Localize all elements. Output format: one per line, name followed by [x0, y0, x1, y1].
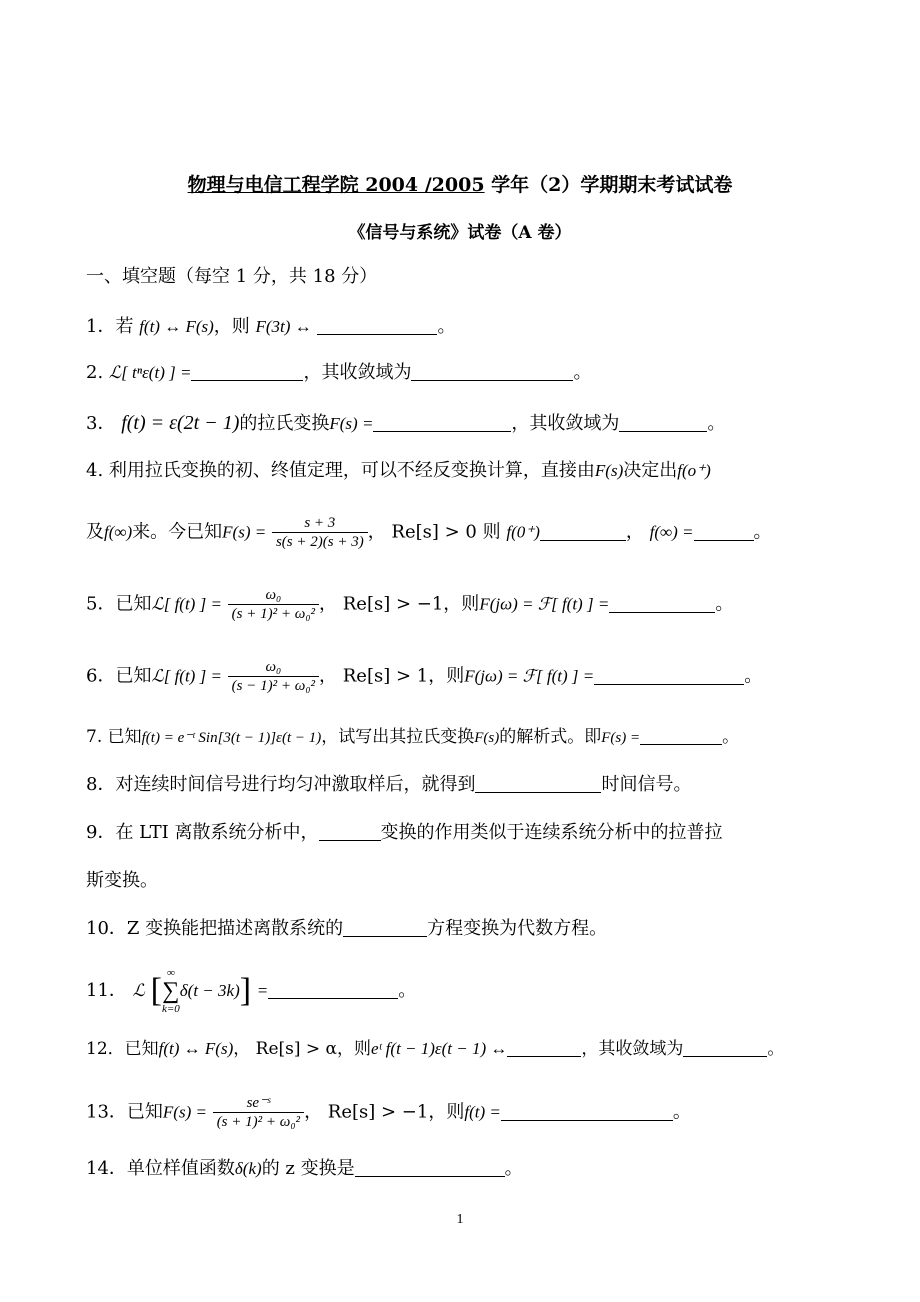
q4-text1: 4. 利用拉氏变换的初、终值定理，可以不经反变换计算，直接由 — [86, 460, 595, 481]
q8-end: 时间信号。 — [601, 774, 692, 795]
question-12 — [86, 1036, 784, 1062]
q5-fraction — [228, 586, 319, 623]
section-heading: 一、填空题（每空 1 分，共 18 分） — [86, 266, 378, 287]
q3-mid: ，其收敛域为 — [511, 413, 620, 434]
q14-end: 。 — [504, 1158, 523, 1179]
q2-roc-blank[interactable] — [411, 362, 573, 381]
question-14 — [86, 1156, 523, 1182]
q6-number: 6．已知 — [86, 665, 152, 687]
q12-cond: ， Re[s] > α，则 — [233, 1039, 372, 1059]
q6-expr: ℒ[ f(t) ] = — [151, 666, 222, 686]
q2-number: 2. — [86, 362, 104, 383]
q4-initial-blank[interactable] — [540, 522, 626, 541]
q6-numerator: ω₀ — [228, 658, 319, 677]
q4-fs: F(s) — [594, 461, 624, 480]
q10-end: 方程变换为代数方程。 — [427, 918, 608, 939]
q13-cond: ， Re[s] > −1，则 — [304, 1101, 465, 1123]
q3-fs: F(s) = — [329, 414, 374, 433]
q4-final-blank[interactable] — [694, 522, 754, 541]
q12-answer-blank[interactable] — [507, 1038, 581, 1057]
q4-end: 。 — [753, 521, 772, 543]
question-11 — [86, 966, 416, 1016]
q6-cond: ， Re[s] > 1，则 — [319, 665, 465, 687]
q14-answer-blank[interactable] — [355, 1158, 505, 1177]
q5-expr2: F(jω) = ℱ[ f(t) ] = — [479, 594, 610, 614]
q12-expr: f(t) ↔ F(s) — [158, 1039, 234, 1058]
question-9-line2: 斯变换。 — [86, 870, 158, 891]
exam-title — [0, 170, 920, 197]
q7-fs: F(s) — [474, 730, 500, 746]
question-3 — [86, 410, 725, 437]
q5-denominator: (s + 1)² + ω₀² — [231, 606, 316, 622]
q14-expr: δ(k) — [234, 1159, 262, 1178]
q11-number: 11． — [86, 980, 127, 1001]
q9-answer-blank[interactable] — [319, 822, 381, 841]
q7-text2: 的解析式。即 — [499, 727, 602, 747]
q6-end: 。 — [744, 665, 763, 687]
q8-text: 8．对连续时间信号进行均匀冲激取样后，就得到 — [86, 774, 476, 795]
q2-mid: ，其收敛域为 — [303, 362, 412, 383]
question-10 — [86, 916, 607, 942]
q13-expr: f(t) = — [464, 1102, 501, 1122]
q12-end: 。 — [767, 1039, 785, 1059]
question-5 — [86, 586, 733, 623]
q13-answer-blank[interactable] — [501, 1102, 673, 1121]
q5-expr: ℒ[ f(t) ] = — [151, 594, 222, 614]
q6-answer-blank[interactable] — [594, 666, 744, 685]
q13-numerator: se⁻ˢ — [213, 1094, 304, 1113]
q2-expr: ℒ[ tⁿε(t) ] = — [108, 363, 192, 382]
question-2 — [86, 360, 591, 386]
q12-mid: ，其收敛域为 — [581, 1039, 684, 1059]
q4-expr: f(o⁺) — [677, 461, 711, 480]
q11-expr: δ(t − 3k) — [179, 981, 240, 1000]
q3-expr: f(t) = ε(2t − 1) — [121, 412, 240, 434]
title-rest: 学年（2）学期期末考试试卷 — [484, 174, 733, 196]
q5-numerator: ω₀ — [228, 586, 319, 605]
question-7 — [86, 724, 739, 751]
q5-cond: ， Re[s] > −1，则 — [319, 593, 480, 615]
exam-subtitle: 《信号与系统》试卷（A 卷） — [348, 223, 572, 243]
question-9-line1 — [86, 820, 723, 846]
question-4-line2 — [86, 514, 772, 551]
q11-right-bracket: ] — [239, 972, 252, 1009]
q1-number: 1．若 — [86, 316, 134, 337]
q3-text: 的拉氏变换 — [239, 413, 330, 434]
q7-end: 。 — [722, 727, 740, 747]
q6-expr2: F(jω) = ℱ[ f(t) ] = — [464, 666, 595, 686]
q4-finf2: f(∞) = — [649, 522, 694, 542]
q4-finf: f(∞) — [104, 522, 133, 542]
q11-eq: = — [256, 981, 269, 1000]
q14-text2: 的 z 变换是 — [261, 1158, 355, 1179]
q5-end: 。 — [715, 593, 734, 615]
q1-expr1: f(t) ↔ F(s) — [139, 317, 214, 336]
q4-f0: f(0⁺) — [506, 522, 540, 542]
question-1 — [86, 314, 455, 340]
q6-denominator: (s − 1)² + ω₀² — [231, 678, 316, 694]
question-8 — [86, 772, 691, 798]
q4-fs2: F(s) = — [222, 522, 267, 542]
q11-sum-bottom: k=0 — [161, 1003, 180, 1015]
q11-laplace: ℒ — [132, 981, 145, 1000]
question-13 — [86, 1094, 691, 1131]
q13-fraction — [213, 1094, 304, 1131]
q4-denominator: s(s + 2)(s + 3) — [275, 534, 364, 550]
question-4-line1 — [86, 458, 711, 484]
q4-text2a: 及 — [86, 521, 104, 543]
q1-answer-blank[interactable] — [317, 316, 437, 335]
q2-answer-blank[interactable] — [191, 362, 303, 381]
q7-expr: f(t) = e⁻ᵗ Sin[3(t − 1)]ε(t − 1) — [141, 730, 322, 746]
q3-number: 3． — [86, 413, 116, 434]
q9-text1: 9．在 LTI 离散系统分析中， — [86, 822, 319, 843]
q10-answer-blank[interactable] — [343, 918, 427, 937]
q12-roc-blank[interactable] — [683, 1038, 767, 1057]
q1-end: 。 — [437, 316, 456, 337]
title-underlined: 物理与电信工程学院 2004 /2005 — [187, 174, 485, 196]
q5-answer-blank[interactable] — [609, 594, 715, 613]
q3-end: 。 — [707, 413, 726, 434]
q8-answer-blank[interactable] — [475, 774, 601, 793]
q13-fs: F(s) = — [162, 1102, 207, 1122]
q11-sum-top: ∞ — [166, 967, 175, 979]
q6-fraction — [228, 658, 319, 695]
q3-roc-blank[interactable] — [619, 413, 707, 432]
q11-left-bracket: [ — [150, 972, 162, 1009]
q4-sep: ， — [625, 521, 644, 543]
q4-numerator: s + 3 — [272, 514, 368, 533]
page-number: 1 — [456, 1212, 464, 1227]
q14-text: 14．单位样值函数 — [86, 1158, 235, 1179]
question-6 — [86, 658, 762, 695]
q11-sum — [162, 967, 180, 1015]
q11-answer-blank[interactable] — [268, 980, 398, 999]
q12-number: 12．已知 — [86, 1039, 159, 1059]
q13-end: 。 — [672, 1101, 691, 1123]
q5-number: 5．已知 — [86, 593, 152, 615]
q4-cond: ， Re[s] > 0 则 — [367, 521, 501, 543]
q9-text2: 变换的作用类似于连续系统分析中的拉普拉 — [380, 822, 723, 843]
q3-answer-blank[interactable] — [373, 413, 511, 432]
q11-end: 。 — [398, 980, 417, 1001]
q13-denominator: (s + 1)² + ω₀² — [216, 1114, 301, 1130]
q4-text1b: 决定出 — [623, 460, 678, 481]
q1-mid: ，则 — [213, 316, 250, 337]
q7-number: 7. 已知 — [86, 727, 142, 747]
q2-end: 。 — [573, 362, 592, 383]
q7-text: ，试写出其拉氏变换 — [321, 727, 475, 747]
q1-expr2: F(3t) ↔ — [255, 317, 312, 336]
q4-fraction — [272, 514, 368, 551]
q12-expr2: eᵗ f(t − 1)ε(t − 1) ↔ — [371, 1039, 508, 1058]
q13-number: 13．已知 — [86, 1101, 163, 1123]
q4-text2b: 来。今已知 — [132, 521, 223, 543]
q10-text: 10．Z 变换能把描述离散系统的 — [86, 918, 344, 939]
q11-sigma: ∑ — [162, 978, 180, 1004]
q7-fs2: F(s) = — [601, 730, 641, 746]
q7-answer-blank[interactable] — [640, 726, 722, 745]
